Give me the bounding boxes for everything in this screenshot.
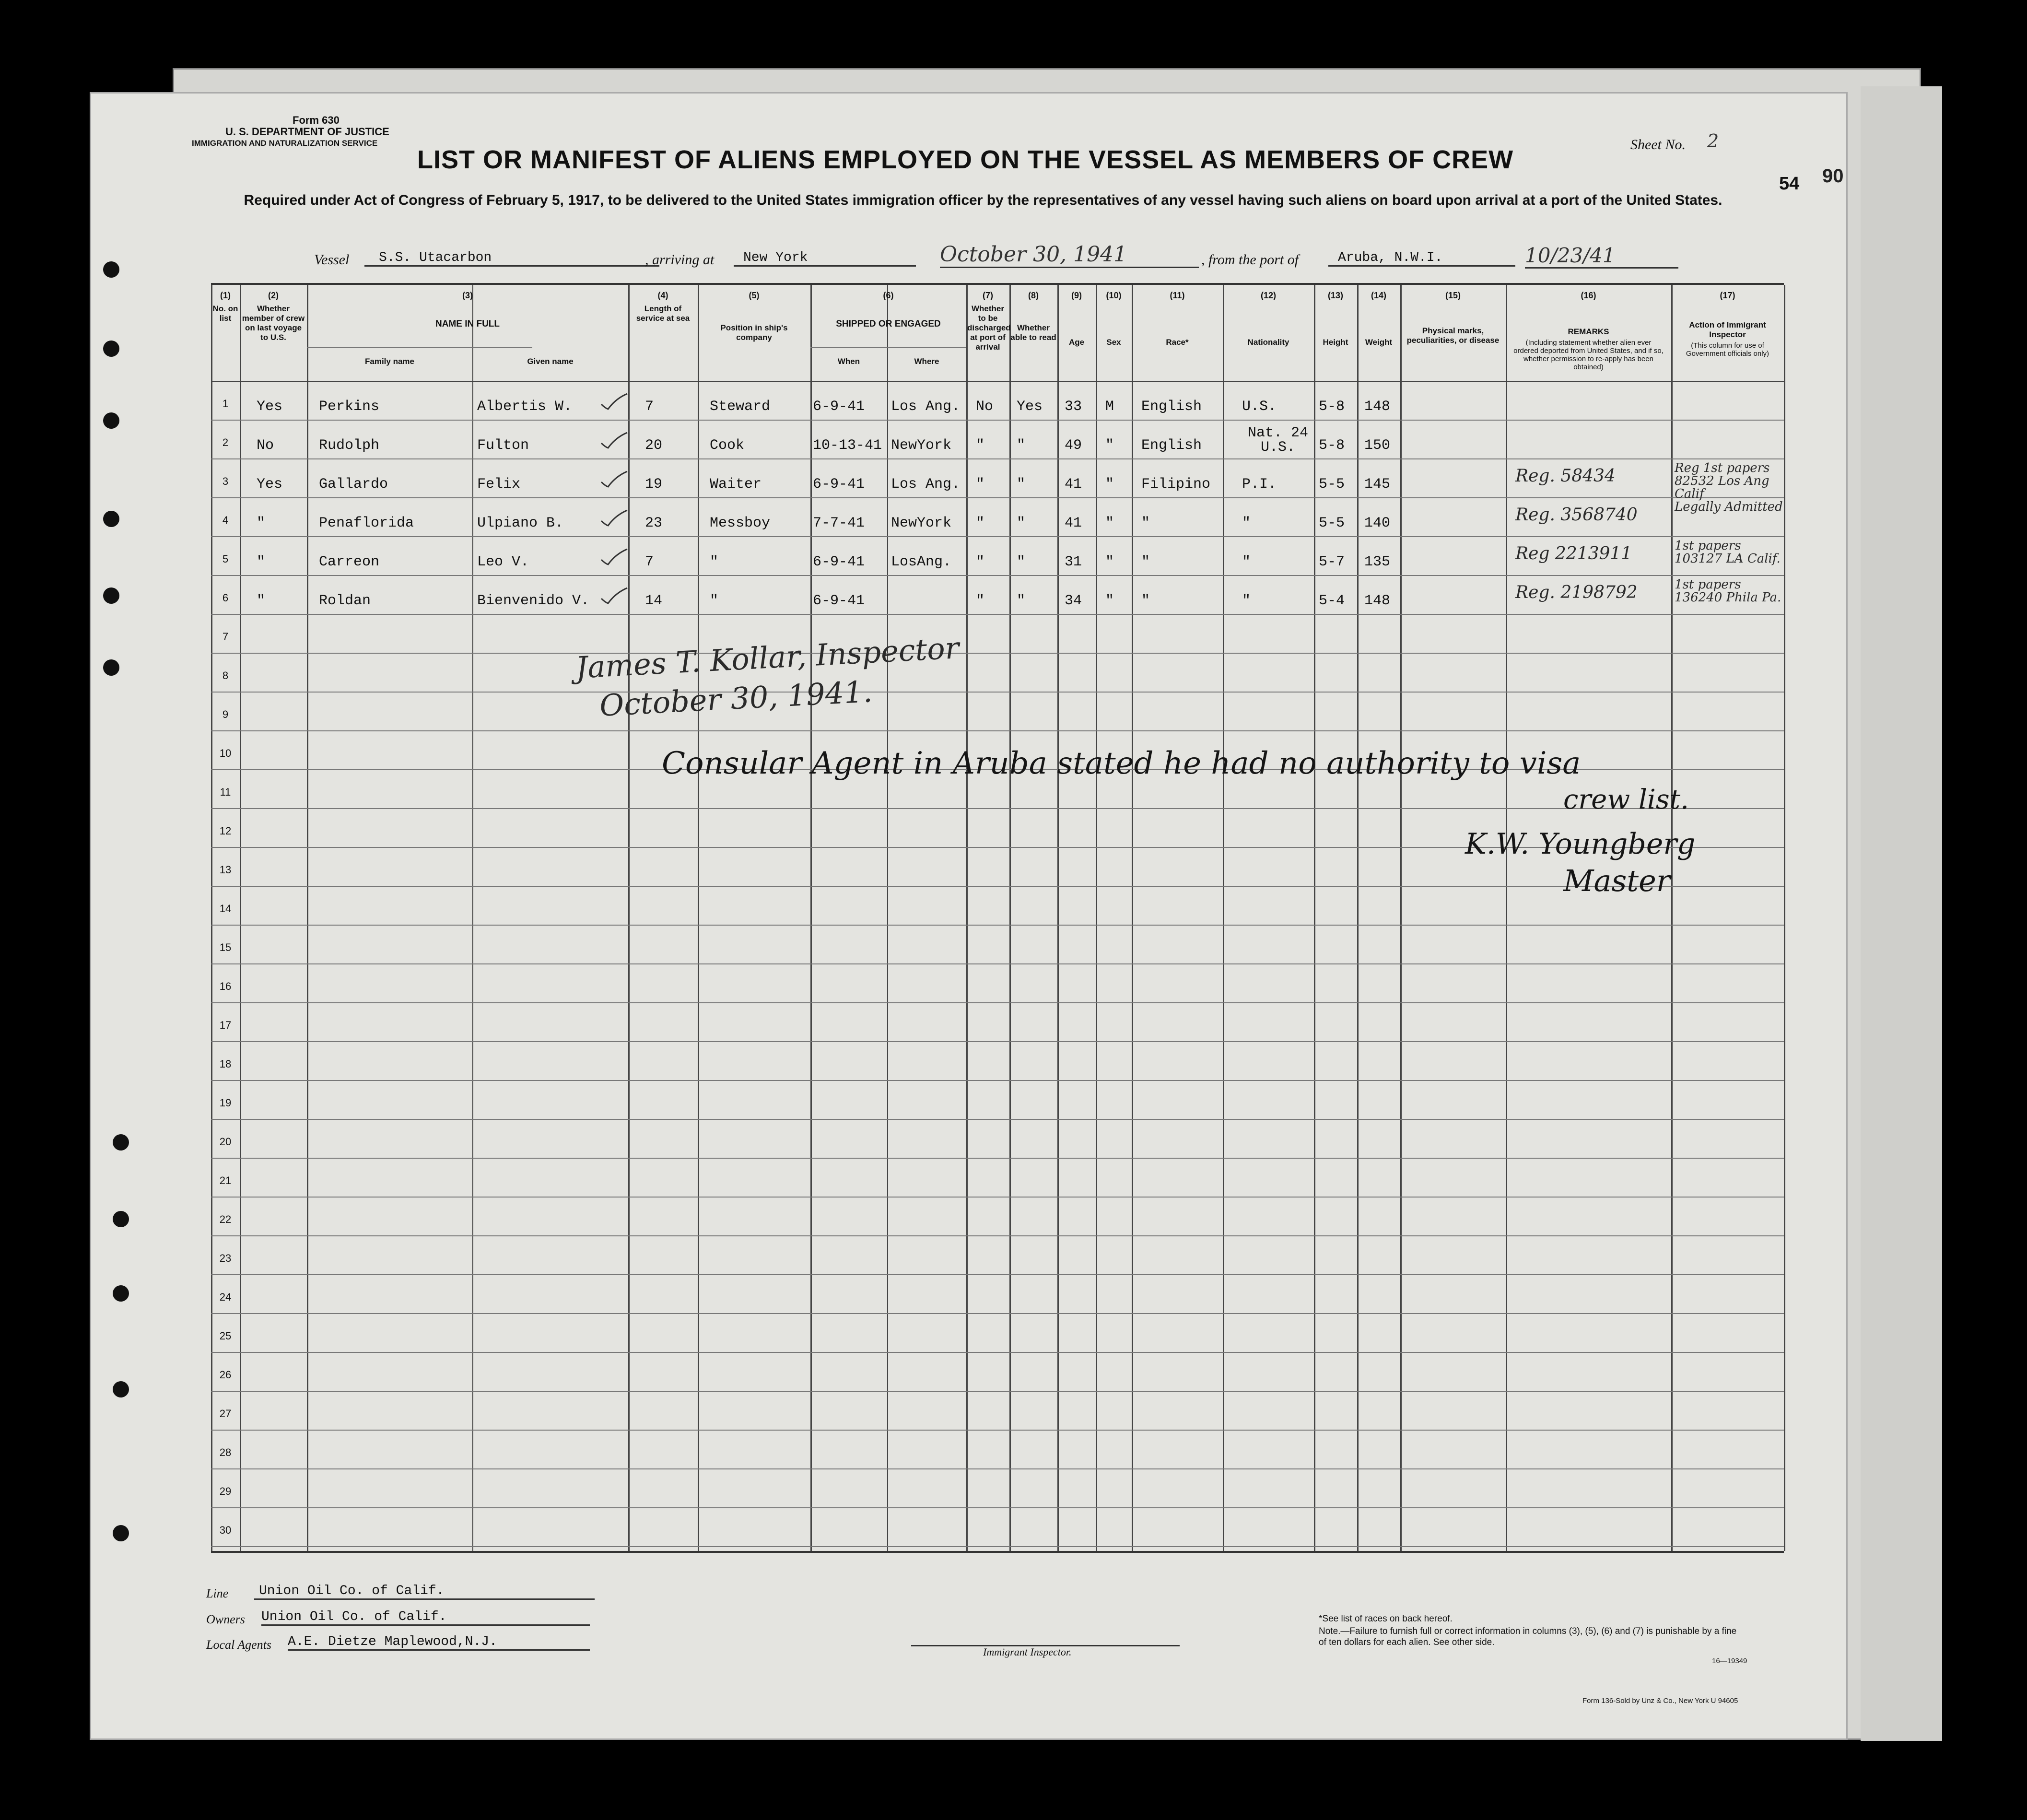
- row-line: [211, 1080, 1784, 1081]
- cell-service: 23: [645, 515, 663, 531]
- check-mark-icon: [599, 586, 628, 605]
- cell-family-name: Gallardo: [319, 476, 388, 493]
- cell-discharged: ": [976, 476, 985, 493]
- row-line: [211, 1313, 1784, 1314]
- cell-given-name: Leo V.: [477, 554, 529, 570]
- cell-where: Los Ang.: [891, 399, 961, 415]
- col-number: (2): [268, 291, 279, 300]
- punch-hole: [113, 1211, 129, 1227]
- row-number: 24: [219, 1291, 232, 1303]
- cell-family-name: Perkins: [319, 399, 380, 415]
- cell-action: 1st papers 103127 LA Calif.: [1675, 539, 1781, 566]
- row-number: 4: [222, 514, 229, 526]
- check-mark-icon: [599, 470, 628, 489]
- races-note: *See list of races on back hereof.: [1319, 1614, 1453, 1624]
- row-number: 20: [219, 1136, 232, 1148]
- col-number: (6): [883, 291, 894, 300]
- cell-remarks: Reg. 3568740: [1515, 505, 1638, 525]
- check-mark-icon: [599, 431, 628, 450]
- line-label: Line: [206, 1586, 229, 1600]
- agents-value: A.E. Dietze Maplewood,N.J.: [288, 1634, 590, 1651]
- print-number: 16—19349: [1712, 1657, 1747, 1665]
- cell-race: Filipino: [1141, 476, 1211, 493]
- punch-hole: [113, 1525, 129, 1541]
- remarks-note: (Including statement whether alien ever ordered deported from United States, and if so, whether permission to re-apply has been obtained): [1513, 339, 1664, 371]
- cell-family-name: Carreon: [319, 554, 380, 570]
- col-number: (7): [983, 291, 993, 300]
- cell-weight: 135: [1364, 554, 1391, 570]
- cell-service: 7: [645, 554, 654, 570]
- row-number: 22: [219, 1213, 232, 1225]
- subheader-where: Where: [914, 357, 939, 366]
- cell-when: 6-9-41: [813, 399, 865, 415]
- punch-hole: [113, 1381, 129, 1397]
- col-number: (1): [220, 291, 231, 300]
- punch-hole: [113, 1134, 129, 1151]
- row-line: [211, 458, 1784, 459]
- arrival-date: October 30, 1941: [940, 242, 1199, 268]
- punch-hole: [103, 261, 119, 278]
- col-header: Whether member of crew on last voyage to U.S.: [242, 304, 305, 342]
- col-number: (13): [1327, 291, 1343, 300]
- cell-read: ": [1017, 437, 1026, 454]
- inspector-label: Immigrant Inspector.: [983, 1646, 1072, 1658]
- col-number: (4): [657, 291, 668, 300]
- cell-given-name: Albertis W.: [477, 399, 573, 415]
- service: IMMIGRATION AND NATURALIZATION SERVICE: [192, 139, 378, 148]
- col-number: (15): [1445, 291, 1461, 300]
- cell-discharged: ": [976, 437, 985, 454]
- cell-when: 6-9-41: [813, 593, 865, 609]
- page-title: LIST OR MANIFEST OF ALIENS EMPLOYED ON THE VESSEL AS MEMBERS OF CREW: [417, 145, 1514, 174]
- cell-service: 14: [645, 593, 663, 609]
- row-line: [211, 1041, 1784, 1042]
- row-line: [211, 575, 1784, 576]
- cell-weight: 150: [1364, 437, 1391, 454]
- cell-position: Waiter: [710, 476, 762, 493]
- row-number: 10: [219, 747, 232, 759]
- row-line: [211, 1197, 1784, 1198]
- row-line: [211, 808, 1784, 809]
- punch-hole: [103, 412, 119, 429]
- col-number: (10): [1106, 291, 1122, 300]
- consular-note-cont: crew list.: [1563, 784, 1689, 815]
- punch-hole: [103, 659, 119, 676]
- row-number: 23: [219, 1252, 232, 1264]
- cell-given-name: Felix: [477, 476, 521, 493]
- consular-note: Consular Agent in Aruba stated he had no authority to visa: [662, 746, 1581, 781]
- col-number: (12): [1260, 291, 1276, 300]
- col-number: (17): [1720, 291, 1735, 300]
- row-line: [211, 1274, 1784, 1275]
- cell-where: NewYork: [891, 437, 952, 454]
- cell-weight: 145: [1364, 476, 1391, 493]
- row-line: [211, 1507, 1784, 1508]
- cell-position: ": [710, 593, 719, 609]
- cell-nationality: U.S.: [1242, 399, 1277, 415]
- printer-note: Form 136-Sold by Unz & Co., New York U 94605: [1582, 1697, 1738, 1705]
- cell-given-name: Bienvenido V.: [477, 593, 590, 609]
- cell-read: ": [1017, 593, 1026, 609]
- col-header: Whether to be discharged at port of arrival: [967, 304, 1011, 352]
- cell-discharged: No: [976, 399, 994, 415]
- cell-race: ": [1141, 554, 1150, 570]
- master-signature: K.W. Youngberg: [1465, 827, 1696, 861]
- penalty-note: Note.—Failure to furnish full or correct information in columns (3), (5), (6) and (7) is punishable by a fine of ten dollars for each alien. See other side.: [1319, 1626, 1737, 1647]
- page-mark: 54: [1779, 174, 1800, 194]
- row-line: [211, 1546, 1784, 1547]
- master-title: Master: [1563, 863, 1671, 898]
- action-note: (This column for use of Government officials only): [1686, 341, 1769, 358]
- row-line: [211, 420, 1784, 421]
- row-number: 28: [219, 1446, 232, 1458]
- department: U. S. DEPARTMENT OF JUSTICE: [225, 126, 389, 138]
- cell-discharged: ": [976, 593, 985, 609]
- arriving-port: New York: [734, 250, 916, 267]
- cell-height: 5-8: [1319, 437, 1345, 454]
- cell-height: 5-5: [1319, 515, 1345, 531]
- punch-hole: [103, 587, 119, 604]
- cell-last-voyage: Yes: [257, 476, 283, 493]
- col-number: (16): [1581, 291, 1596, 300]
- cell-sex: ": [1105, 515, 1114, 531]
- agents-label: Local Agents: [206, 1638, 272, 1652]
- cell-read: ": [1017, 515, 1026, 531]
- vessel-label: Vessel: [314, 252, 350, 268]
- cell-position: Steward: [710, 399, 771, 415]
- cell-remarks: Reg. 2198792: [1515, 583, 1638, 602]
- row-line: [211, 1002, 1784, 1003]
- cell-when: 6-9-41: [813, 554, 865, 570]
- col-header: NAME IN FULL: [435, 319, 500, 329]
- row-number: 21: [219, 1174, 232, 1186]
- cell-sex: M: [1105, 399, 1114, 415]
- col-header: Age: [1068, 338, 1085, 347]
- cell-remarks: Reg. 58434: [1515, 466, 1616, 486]
- cell-weight: 148: [1364, 593, 1391, 609]
- col-number: (11): [1170, 291, 1185, 300]
- subheader-family: Family name: [365, 357, 414, 366]
- cell-last-voyage: Yes: [257, 399, 283, 415]
- cell-nationality: ": [1242, 554, 1251, 570]
- col-header: Length of service at sea: [636, 304, 690, 323]
- cell-age: 33: [1065, 399, 1082, 415]
- cell-age: 41: [1065, 476, 1082, 493]
- cell-when: 6-9-41: [813, 476, 865, 493]
- cell-weight: 148: [1364, 399, 1391, 415]
- cell-last-voyage: No: [257, 437, 274, 454]
- cell-family-name: Rudolph: [319, 437, 380, 454]
- row-number: 1: [222, 398, 229, 410]
- row-number: 25: [219, 1330, 232, 1342]
- owners-label: Owners: [206, 1612, 245, 1626]
- col-header: Nationality: [1247, 338, 1289, 347]
- cell-height: 5-5: [1319, 476, 1345, 493]
- from-label: , from the port of: [1201, 252, 1299, 268]
- cell-read: ": [1017, 554, 1026, 570]
- cell-action: Legally Admitted: [1675, 500, 1783, 514]
- punch-hole: [113, 1285, 129, 1302]
- arriving-label: , arriving at: [645, 252, 715, 268]
- cell-where: NewYork: [891, 515, 952, 531]
- col-number: (9): [1071, 291, 1082, 300]
- row-line: [211, 536, 1784, 537]
- cell-age: 49: [1065, 437, 1082, 454]
- check-mark-icon: [599, 392, 628, 411]
- col-number: (3): [462, 291, 473, 300]
- row-number: 27: [219, 1408, 232, 1420]
- row-number: 30: [219, 1524, 232, 1536]
- row-number: 11: [220, 786, 231, 798]
- cell-age: 34: [1065, 593, 1082, 609]
- row-line: [211, 497, 1784, 498]
- col-header: REMARKS: [1568, 327, 1609, 336]
- row-number: 6: [222, 592, 229, 604]
- cell-height: 5-7: [1319, 554, 1345, 570]
- row-number: 17: [219, 1019, 232, 1031]
- col-header: Position in ship's company: [720, 323, 788, 342]
- col-header: Whether able to read: [1010, 323, 1056, 342]
- subheader-when: When: [837, 357, 860, 366]
- row-line: [211, 925, 1784, 926]
- row-number: 16: [219, 980, 232, 992]
- cell-when: 7-7-41: [813, 515, 865, 531]
- cell-sex: ": [1105, 593, 1114, 609]
- row-line: [211, 692, 1784, 693]
- col-header: Weight: [1365, 338, 1393, 347]
- cell-sex: ": [1105, 476, 1114, 493]
- row-line: [211, 1468, 1784, 1469]
- cell-race: English: [1141, 437, 1202, 454]
- col-header: Physical marks, peculiarities, or disease: [1406, 326, 1500, 345]
- row-number: 26: [219, 1369, 232, 1381]
- row-number: 15: [219, 941, 232, 953]
- sheet-label: Sheet No.: [1630, 137, 1686, 153]
- row-line: [211, 1430, 1784, 1431]
- cell-family-name: Penaflorida: [319, 515, 414, 531]
- cell-race: ": [1141, 515, 1150, 531]
- row-number: 5: [222, 553, 229, 565]
- cell-sex: ": [1105, 437, 1114, 454]
- row-line: [211, 886, 1784, 887]
- row-number: 8: [222, 669, 229, 681]
- subheader-given: Given name: [527, 357, 574, 366]
- row-number: 14: [219, 903, 232, 915]
- punch-hole: [103, 511, 119, 527]
- punch-hole: [103, 341, 119, 357]
- row-line: [211, 1352, 1784, 1353]
- cell-remarks: Reg 2213911: [1515, 544, 1632, 564]
- row-line: [211, 1119, 1784, 1120]
- cell-height: 5-8: [1319, 399, 1345, 415]
- col-number: (5): [749, 291, 760, 300]
- cell-sex: ": [1105, 554, 1114, 570]
- row-number: 7: [222, 631, 229, 643]
- cell-last-voyage: ": [257, 593, 266, 609]
- row-number: 19: [219, 1097, 232, 1109]
- row-line: [211, 1235, 1784, 1236]
- check-mark-icon: [599, 547, 628, 566]
- col-header: Race*: [1166, 338, 1189, 347]
- inspector-signature: James T. Kollar, Inspector: [574, 630, 960, 685]
- cell-read: ": [1017, 476, 1026, 493]
- cell-position: ": [710, 554, 719, 570]
- crew-table: [211, 283, 1784, 1553]
- cell-weight: 140: [1364, 515, 1391, 531]
- owners-value: Union Oil Co. of Calif.: [261, 1609, 590, 1626]
- cell-nationality: P.I.: [1242, 476, 1277, 493]
- cell-last-voyage: ": [257, 554, 266, 570]
- col-number: (14): [1371, 291, 1386, 300]
- cell-position: Cook: [710, 437, 745, 454]
- row-number: 12: [219, 825, 232, 837]
- check-mark-icon: [599, 508, 628, 528]
- col-header: No. on list: [212, 304, 238, 323]
- row-number: 9: [222, 708, 229, 720]
- page-subtitle: Required under Act of Congress of February 5, 1917, to be delivered to the United States immigration officer by the representatives of any vessel having such aliens on board upon arrival at a port of the United States.: [244, 192, 1722, 208]
- cell-race: English: [1141, 399, 1202, 415]
- cell-given-name: Ulpiano B.: [477, 515, 564, 531]
- cell-discharged: ": [976, 554, 985, 570]
- sheet-number: 2: [1707, 130, 1719, 152]
- form-number: Form 630: [293, 114, 340, 126]
- row-line: [211, 730, 1784, 731]
- line-value: Union Oil Co. of Calif.: [254, 1584, 595, 1600]
- departure-date: 10/23/41: [1525, 244, 1678, 269]
- cell-service: 7: [645, 399, 654, 415]
- cell-race: ": [1141, 593, 1150, 609]
- col-header: Sex: [1106, 338, 1121, 347]
- cell-discharged: ": [976, 515, 985, 531]
- cell-where: Los Ang.: [891, 476, 961, 493]
- col-header: Height: [1323, 338, 1348, 347]
- cell-height: 5-4: [1319, 593, 1345, 609]
- inspector-date: October 30, 1941.: [598, 674, 873, 723]
- cell-age: 31: [1065, 554, 1082, 570]
- back-sheet-edge: [1861, 86, 1942, 1741]
- row-number: 29: [219, 1485, 232, 1497]
- edge-mark: 90: [1822, 165, 1844, 187]
- vessel-name: S.S. Utacarbon: [364, 250, 659, 267]
- cell-position: Messboy: [710, 515, 771, 531]
- cell-nationality: ": [1242, 593, 1251, 609]
- cell-nationality: ": [1242, 515, 1251, 531]
- cell-last-voyage: ": [257, 515, 266, 531]
- cell-family-name: Roldan: [319, 593, 371, 609]
- cell-when: 10-13-41: [813, 437, 882, 454]
- from-port: Aruba, N.W.I.: [1328, 250, 1515, 267]
- row-number: 13: [219, 864, 232, 876]
- row-number: 18: [219, 1058, 232, 1070]
- col-header: Action of Immigrant Inspector: [1689, 320, 1766, 339]
- row-line: [211, 614, 1784, 615]
- col-header: SHIPPED OR ENGAGED: [836, 319, 941, 329]
- cell-where: LosAng.: [891, 554, 952, 570]
- cell-action: Reg 1st papers 82532 Los Ang Calif: [1675, 461, 1770, 501]
- cell-nationality: Nat. 24 U.S.: [1247, 425, 1309, 456]
- cell-action: 1st papers 136240 Phila Pa.: [1675, 577, 1781, 605]
- row-number: 2: [222, 436, 229, 448]
- cell-service: 20: [645, 437, 663, 454]
- row-line: [211, 653, 1784, 654]
- cell-given-name: Fulton: [477, 437, 529, 454]
- cell-service: 19: [645, 476, 663, 493]
- row-line: [211, 1158, 1784, 1159]
- row-line: [211, 963, 1784, 964]
- cell-read: Yes: [1017, 399, 1043, 415]
- col-number: (8): [1028, 291, 1039, 300]
- row-number: 3: [222, 475, 229, 487]
- cell-age: 41: [1065, 515, 1082, 531]
- row-line: [211, 1391, 1784, 1392]
